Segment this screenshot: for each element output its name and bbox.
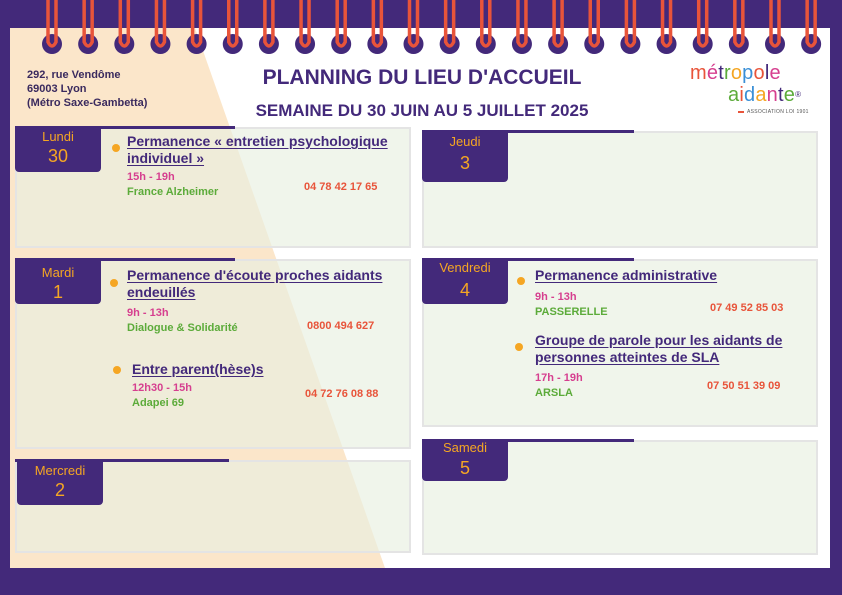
binding-ring — [801, 0, 821, 54]
address-block — [27, 68, 147, 110]
logo-letter: l — [764, 62, 770, 84]
binding-ring — [584, 0, 604, 54]
binding-ring — [187, 0, 207, 54]
binding-ring — [367, 0, 387, 54]
bullet-icon — [515, 343, 523, 351]
logo-letter: n — [766, 84, 778, 106]
day-name: Vendredi — [439, 260, 491, 275]
day-number: 5 — [459, 458, 470, 478]
logo-letter: t — [718, 62, 724, 84]
binding-ring — [765, 0, 785, 54]
event-mardi-2 — [132, 361, 362, 409]
binding-ring — [150, 0, 170, 54]
bullet-icon — [110, 279, 118, 287]
logo-letter: a — [728, 84, 740, 106]
logo-letter: é — [706, 62, 719, 84]
page-subtitle: SEMAINE DU 30 JUIN AU 5 JUILLET 2025 — [255, 101, 589, 120]
binding-ring — [548, 0, 568, 54]
day-tab-mardi — [15, 258, 101, 304]
binding-ring — [440, 0, 460, 54]
registered-mark: ® — [795, 90, 802, 99]
event-phone: 04 72 76 08 88 — [305, 388, 379, 400]
event-time: 15h - 19h — [127, 171, 175, 183]
day-number: 30 — [47, 146, 69, 166]
binding-ring — [42, 0, 62, 54]
address-street: 292, rue Vendôme — [27, 69, 121, 81]
day-name: Jeudi — [449, 134, 481, 149]
event-organization: Dialogue & Solidarité — [127, 322, 238, 334]
page-title: PLANNING DU LIEU D'ACCUEIL — [262, 66, 582, 89]
event-phone: 07 50 51 39 09 — [707, 380, 781, 392]
binding-ring — [295, 0, 315, 54]
bullet-icon — [113, 366, 121, 374]
logo-letter: m — [690, 62, 707, 84]
event-time: 9h - 13h — [535, 291, 577, 303]
day-name: Samedi — [442, 440, 488, 455]
spiral-binding — [0, 0, 842, 60]
day-number: 3 — [459, 153, 470, 173]
day-tab-samedi — [422, 439, 508, 481]
event-phone: 0800 494 627 — [307, 320, 375, 332]
event-organization: ARSLA — [535, 387, 573, 399]
binding-ring — [729, 0, 749, 54]
event-title: Permanence « entretien psychologique individuel » — [127, 133, 388, 166]
logo-letter: r — [723, 62, 731, 84]
binding-ring — [657, 0, 677, 54]
logo-letter: o — [730, 62, 743, 84]
day-number: 2 — [54, 480, 65, 500]
event-organization: PASSERELLE — [535, 306, 608, 318]
logo-word-aidante — [690, 84, 810, 106]
binding-ring — [114, 0, 134, 54]
address-metro: (Métro Saxe-Gambetta) — [27, 97, 148, 109]
address-city: 69003 Lyon — [27, 83, 87, 95]
binding-ring — [78, 0, 98, 54]
event-time: 17h - 19h — [535, 372, 583, 384]
event-organization: Adapei 69 — [132, 397, 184, 409]
event-title: Permanence d'écoute proches aidants endeuillés — [127, 267, 383, 300]
logo-letter: e — [769, 62, 781, 84]
day-name: Mercredi — [34, 463, 86, 478]
association-label: ASSOCIATION LOI 1901 — [747, 109, 809, 115]
day-tab-mercredi — [17, 459, 103, 505]
day-name: Mardi — [41, 265, 75, 280]
logo-letter: o — [753, 62, 765, 84]
binding-ring — [620, 0, 640, 54]
day-number: 4 — [459, 280, 470, 300]
logo-letter: p — [742, 62, 754, 84]
day-tab-vendredi — [422, 258, 508, 304]
logo-association-text — [690, 109, 810, 115]
event-time: 12h30 - 15h — [132, 382, 192, 394]
bullet-icon — [517, 277, 525, 285]
event-organization: France Alzheimer — [127, 186, 219, 198]
day-number: 1 — [52, 282, 63, 302]
logo-letter: i — [739, 84, 744, 106]
binding-ring — [476, 0, 496, 54]
bullet-icon — [112, 144, 120, 152]
event-time: 9h - 13h — [127, 307, 169, 319]
day-tab-jeudi — [422, 130, 508, 182]
binding-ring — [259, 0, 279, 54]
binding-ring — [512, 0, 532, 54]
logo-letter: t — [777, 84, 784, 106]
logo-letter: e — [783, 84, 796, 106]
event-phone: 04 78 42 17 65 — [304, 181, 378, 193]
metropole-aidante-logo — [690, 62, 810, 115]
event-phone: 07 49 52 85 03 — [710, 302, 784, 314]
day-name: Lundi — [42, 129, 74, 144]
logo-word-metropole — [690, 62, 810, 84]
binding-ring — [404, 0, 424, 54]
event-title: Entre parent(hèse)s — [132, 361, 264, 377]
logo-letter: d — [743, 84, 756, 106]
binding-ring — [331, 0, 351, 54]
logo-letter: a — [755, 84, 767, 106]
event-title: Permanence administrative — [535, 267, 718, 283]
event-title: Groupe de parole pour les aidants de personnes atteintes de SLA — [535, 332, 783, 365]
binding-ring — [223, 0, 243, 54]
binding-ring — [693, 0, 713, 54]
day-tab-lundi — [15, 126, 101, 172]
